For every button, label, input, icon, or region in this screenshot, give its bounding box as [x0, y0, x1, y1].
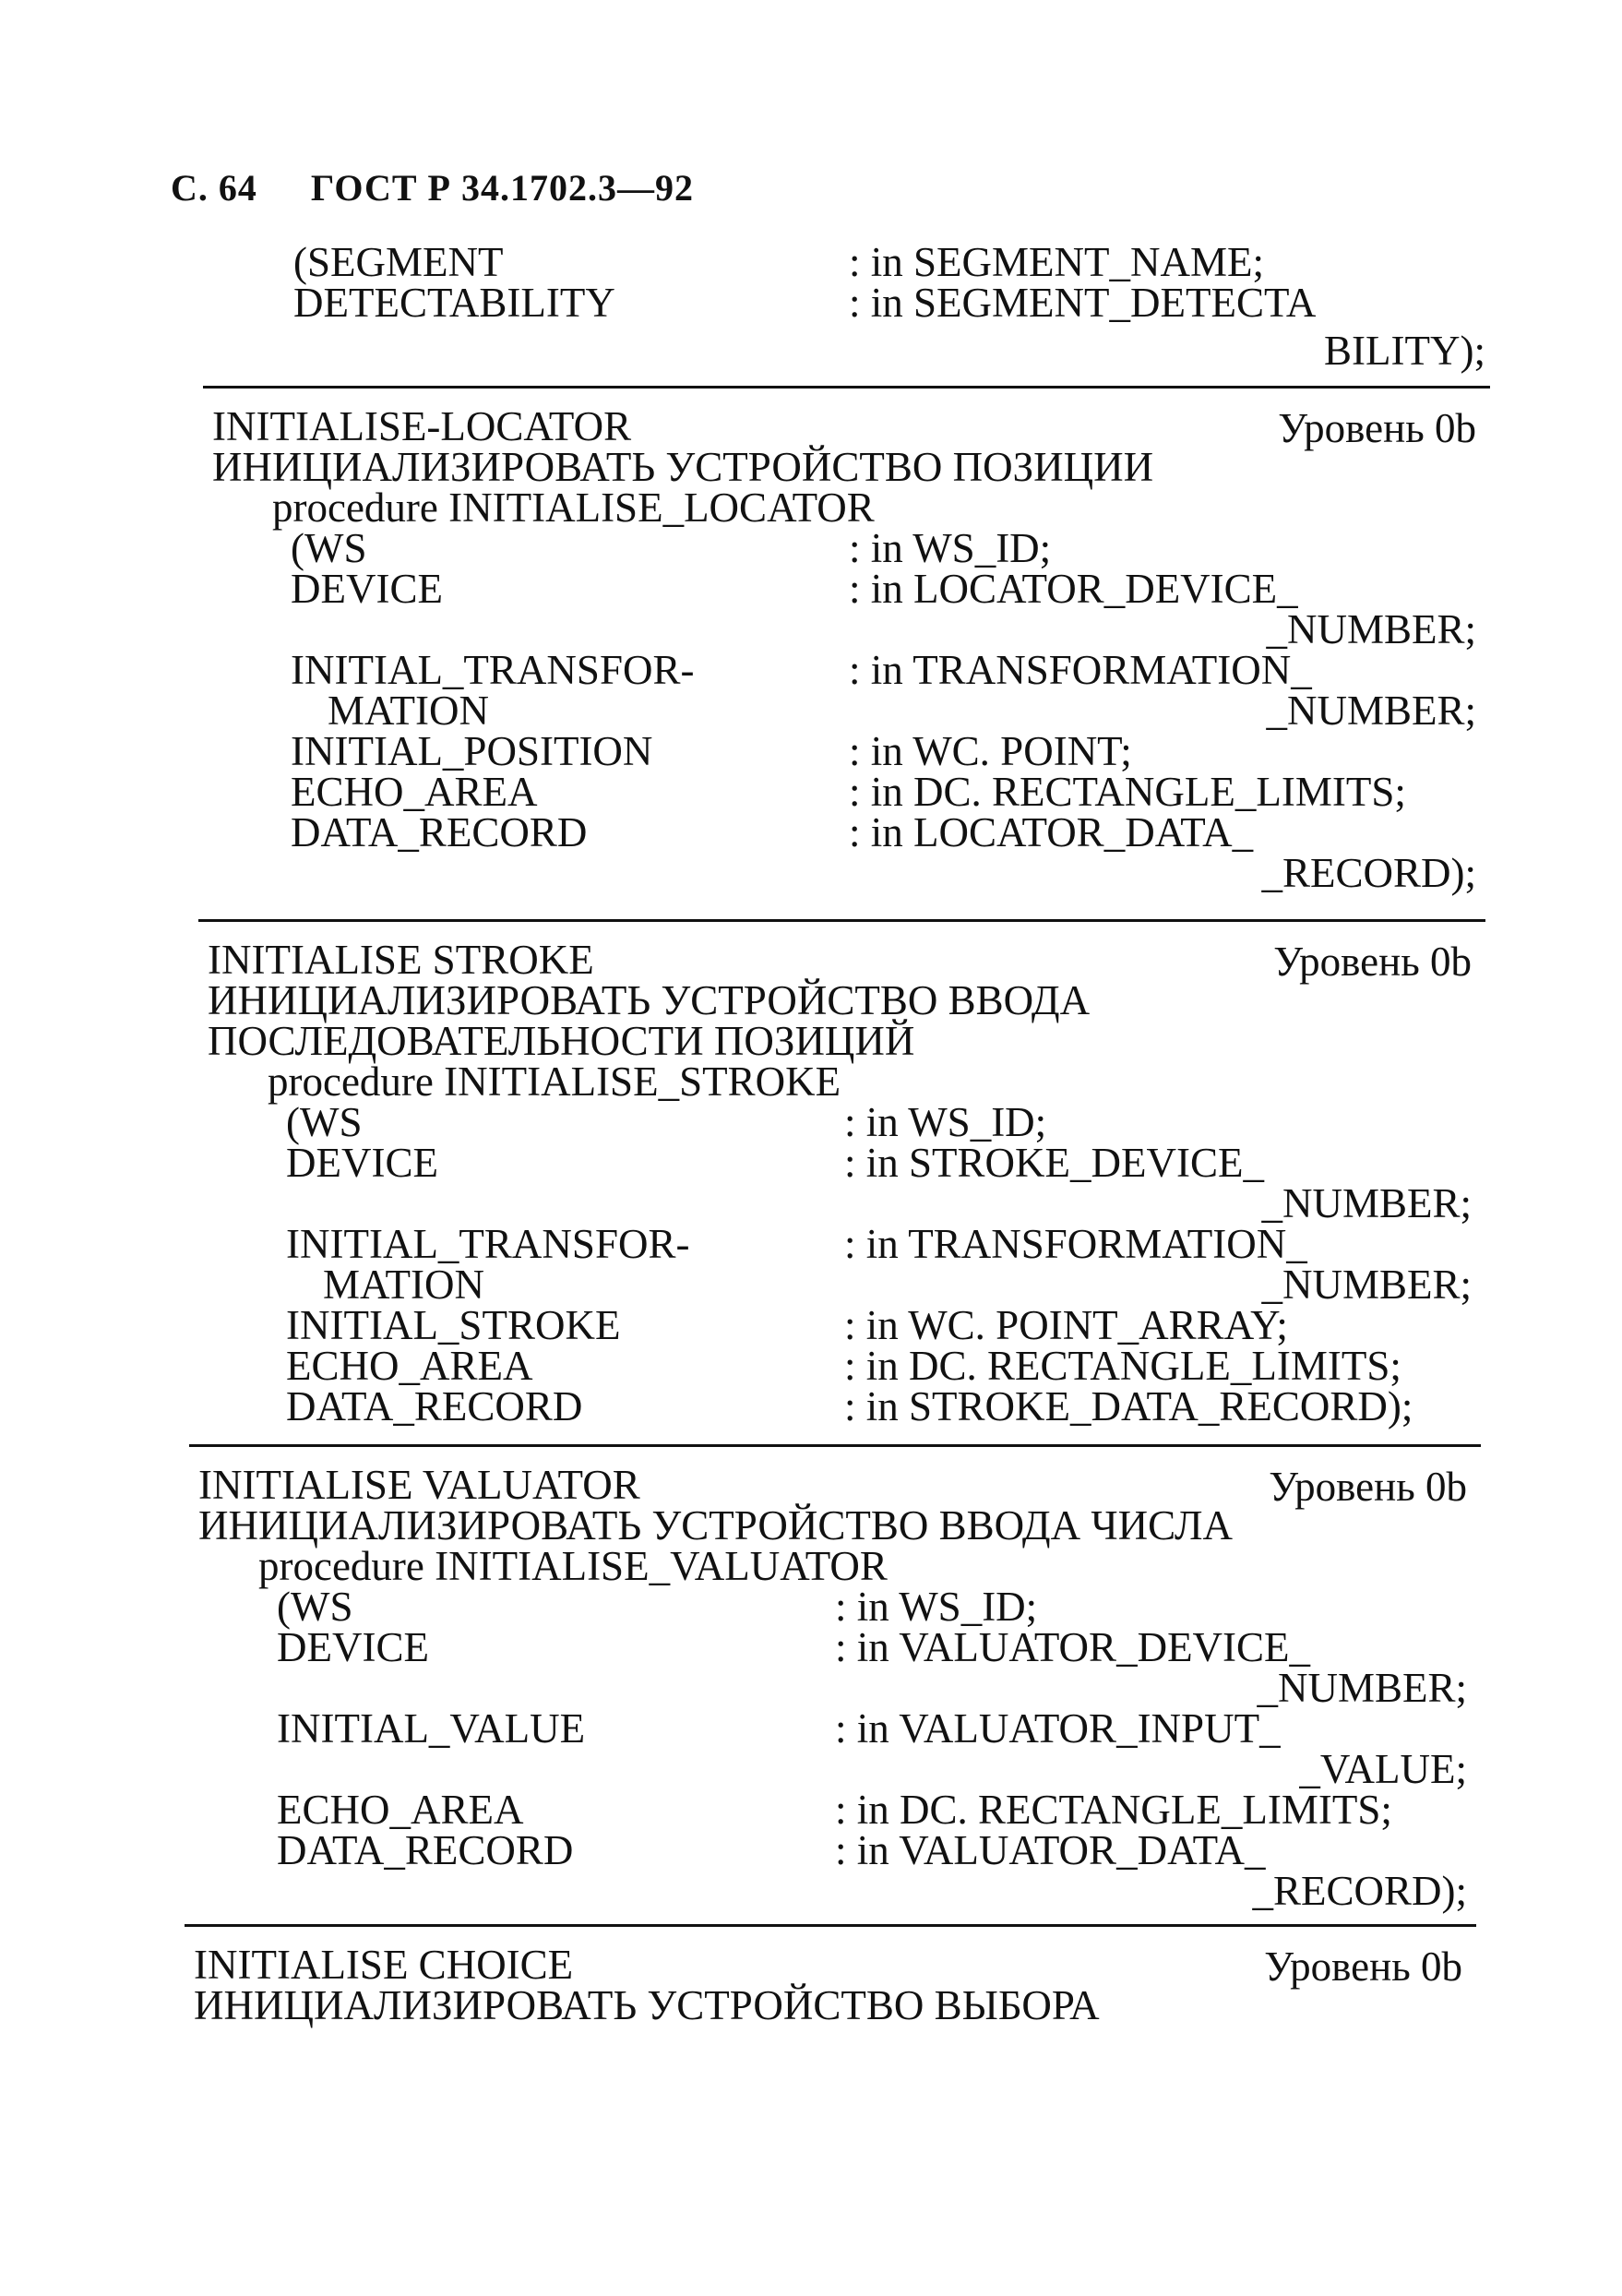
param-type: : in DC. RECTANGLE_LIMITS;: [849, 769, 1406, 815]
param-type: : in SEGMENT_DETECTA: [849, 280, 1317, 326]
param-type: : in SEGMENT_NAME;: [849, 239, 1264, 285]
param-type-continuation: _RECORD);: [1252, 1868, 1467, 1914]
param-type: : in TRANSFORMATION_: [844, 1221, 1307, 1267]
param-name: (WS: [277, 1584, 353, 1630]
section-title-russian: ИНИЦИАЛИЗИРОВАТЬ УСТРОЙСТВО ВЫБОРА: [194, 1982, 1100, 2028]
param-type: : in WS_ID;: [844, 1099, 1047, 1145]
param-type-continuation: _NUMBER;: [1266, 688, 1476, 734]
param-type: : in LOCATOR_DATA_: [849, 809, 1254, 855]
param-type-continuation: _NUMBER;: [1257, 1665, 1467, 1711]
procedure-declaration: procedure INITIALISE_VALUATOR: [258, 1543, 888, 1589]
param-name: DATA_RECORD: [277, 1827, 574, 1873]
param-name: ECHO_AREA: [277, 1787, 524, 1833]
procedure-declaration: procedure INITIALISE_STROKE: [268, 1058, 841, 1105]
section-divider: [189, 1444, 1481, 1447]
param-type: : in STROKE_DATA_RECORD);: [844, 1383, 1413, 1429]
param-name: MATION: [328, 688, 489, 734]
param-name: INITIAL_VALUE: [277, 1705, 586, 1752]
param-name: INITIAL_TRANSFOR-: [291, 647, 695, 693]
param-type: : in LOCATOR_DEVICE_: [849, 566, 1298, 612]
param-name: INITIAL_POSITION: [291, 728, 653, 774]
level-label: Уровень 0b: [1278, 405, 1476, 451]
param-type: : in WS_ID;: [849, 525, 1052, 571]
section-title-russian: ПОСЛЕДОВАТЕЛЬНОСТИ ПОЗИЦИЙ: [208, 1018, 915, 1064]
param-type: : in VALUATOR_INPUT_: [835, 1705, 1281, 1752]
param-type: : in WC. POINT;: [849, 728, 1132, 774]
section-title: INITIALISE CHOICE: [194, 1942, 574, 1988]
param-type: BILITY);: [1324, 328, 1485, 374]
param-name: (WS: [291, 525, 367, 571]
section-divider: [203, 386, 1490, 389]
section-title: INITIALISE VALUATOR: [198, 1462, 640, 1508]
section-title-russian: ИНИЦИАЛИЗИРОВАТЬ УСТРОЙСТВО ВВОДА ЧИСЛА: [198, 1502, 1234, 1549]
param-type-continuation: _NUMBER;: [1261, 1262, 1472, 1308]
param-name: ECHO_AREA: [286, 1343, 533, 1389]
param-type: : in VALUATOR_DEVICE_: [835, 1624, 1311, 1670]
level-label: Уровень 0b: [1264, 1943, 1462, 1990]
param-name: INITIAL_STROKE: [286, 1302, 621, 1348]
param-type-continuation: _RECORD);: [1261, 850, 1476, 896]
param-name: DEVICE: [277, 1624, 429, 1670]
param-type: : in WS_ID;: [835, 1584, 1038, 1630]
param-type-continuation: _VALUE;: [1299, 1746, 1467, 1792]
page-header: [171, 166, 694, 209]
param-type: : in STROKE_DEVICE_: [844, 1140, 1264, 1186]
param-name: (SEGMENT: [293, 239, 504, 285]
param-name: MATION: [323, 1262, 484, 1308]
param-name: DETECTABILITY: [293, 280, 615, 326]
param-type: : in VALUATOR_DATA_: [835, 1827, 1266, 1873]
param-name: DATA_RECORD: [291, 809, 588, 855]
level-label: Уровень 0b: [1269, 1464, 1467, 1510]
param-type: : in DC. RECTANGLE_LIMITS;: [844, 1343, 1401, 1389]
param-name: (WS: [286, 1099, 363, 1145]
section-title: INITIALISE STROKE: [208, 937, 594, 983]
standard-id: ГОСТ Р 34.1702.3—92: [310, 167, 694, 209]
param-name: INITIAL_TRANSFOR-: [286, 1221, 690, 1267]
param-name: ECHO_AREA: [291, 769, 538, 815]
param-type-continuation: _NUMBER;: [1261, 1180, 1472, 1226]
param-name: DATA_RECORD: [286, 1383, 583, 1429]
param-name: DEVICE: [291, 566, 443, 612]
section-divider: [198, 919, 1485, 922]
section-title-russian: ИНИЦИАЛИЗИРОВАТЬ УСТРОЙСТВО ПОЗИЦИИ: [212, 444, 1154, 490]
param-type: : in DC. RECTANGLE_LIMITS;: [835, 1787, 1392, 1833]
section-title: INITIALISE-LOCATOR: [212, 403, 632, 449]
section-divider: [185, 1924, 1476, 1927]
procedure-declaration: procedure INITIALISE_LOCATOR: [272, 484, 875, 531]
page-number: С. 64: [171, 167, 257, 209]
level-label: Уровень 0b: [1273, 939, 1472, 985]
param-type-continuation: _NUMBER;: [1266, 606, 1476, 652]
section-title-russian: ИНИЦИАЛИЗИРОВАТЬ УСТРОЙСТВО ВВОДА: [208, 977, 1091, 1023]
param-type: : in TRANSFORMATION_: [849, 647, 1312, 693]
param-name: DEVICE: [286, 1140, 438, 1186]
param-type: : in WC. POINT_ARRAY;: [844, 1302, 1288, 1348]
